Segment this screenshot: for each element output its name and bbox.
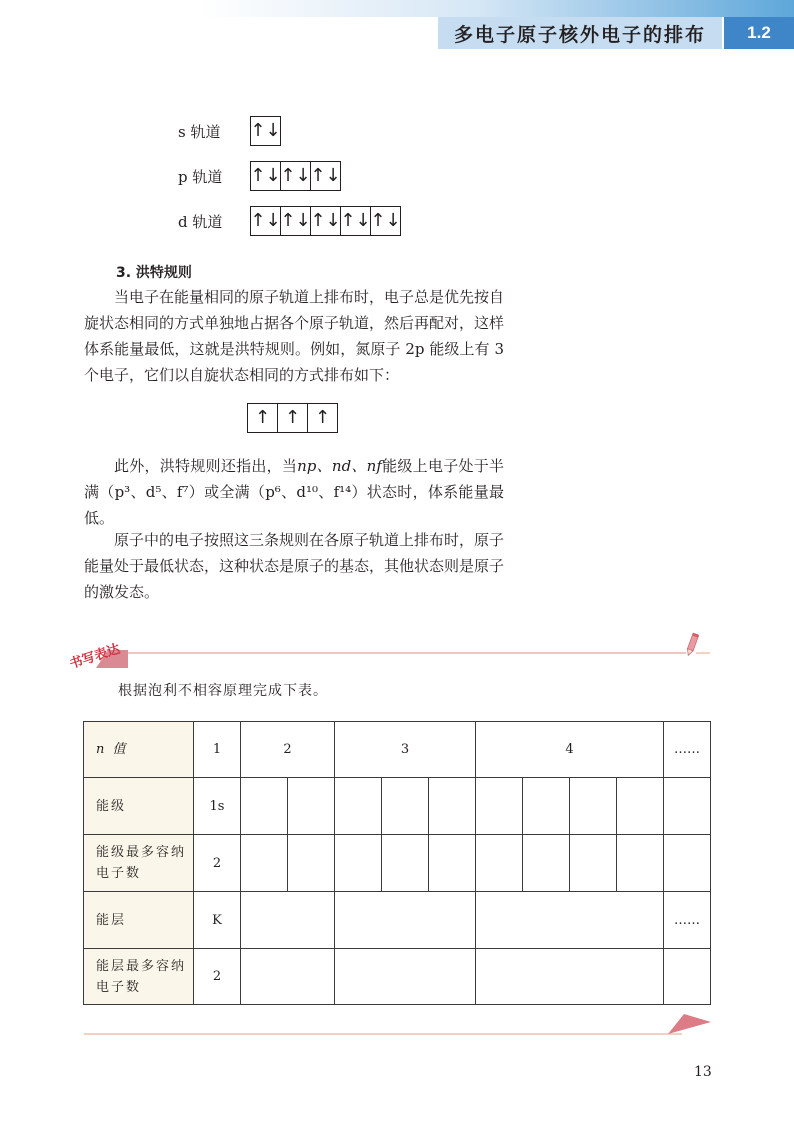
cell: …… (664, 892, 711, 949)
orbital-boxes (250, 116, 281, 146)
paragraph-text: 原子中的电子按照这三条规则在各原子轨道上排布时，原子能量处于最低状态，这种状态是原子的基态，其他状态则是原子的激发态。 (84, 531, 505, 601)
blank-cell[interactable] (288, 835, 335, 892)
row-label (84, 722, 194, 778)
section-heading: 3. 洪特规则 (116, 265, 192, 281)
table-row (84, 892, 711, 949)
sublevel-list: np、nd、nf (297, 457, 382, 475)
blank-cell[interactable] (476, 949, 664, 1005)
orbital-boxes (250, 161, 341, 191)
writing-tag-text: 书写表达 (67, 641, 122, 668)
row-label: 能层最多容纳电子数 (84, 949, 194, 1005)
blank-cell[interactable] (382, 835, 429, 892)
blank-cell[interactable] (523, 778, 570, 835)
table-row (84, 835, 711, 892)
blank-cell[interactable] (664, 778, 711, 835)
table-instruction: 根据泡利不相容原理完成下表。 (118, 683, 328, 699)
blank-cell[interactable] (570, 835, 617, 892)
s-orbital-row (178, 116, 281, 146)
table-row (84, 778, 711, 835)
pencil-icon (684, 632, 700, 662)
row-label: 能层 (84, 892, 194, 949)
blank-cell[interactable] (523, 835, 570, 892)
writing-expression-tag (66, 634, 136, 668)
cell: 4 (476, 722, 664, 778)
blank-cell[interactable] (335, 949, 476, 1005)
section-number: 1.2 (724, 17, 794, 49)
cell: 2 (194, 949, 241, 1005)
paragraph-ground-state (84, 527, 504, 605)
orbital-box-paired: ↑↓ (251, 162, 281, 190)
cell: K (194, 892, 241, 949)
orbital-box-paired: ↑↓ (250, 120, 281, 141)
orbital-label: d 轨道 (178, 212, 223, 231)
table-row (84, 949, 711, 1005)
paragraph-text: 此外，洪特规则还指出，当 (114, 457, 298, 475)
orbital-box-paired: ↑↓ (370, 210, 401, 231)
blank-cell[interactable] (570, 778, 617, 835)
orbital-label: p 轨道 (178, 167, 223, 186)
cell: …… (664, 722, 711, 778)
row-label: 能级最多容纳电子数 (84, 835, 194, 892)
blank-cell[interactable] (335, 835, 382, 892)
orbital-box-paired: ↑↓ (251, 207, 281, 235)
blank-cell[interactable] (429, 835, 476, 892)
orbital-box-up: ↑ (314, 407, 331, 428)
bottom-divider-line (84, 1033, 682, 1035)
blank-cell[interactable] (664, 835, 711, 892)
blank-cell[interactable] (288, 778, 335, 835)
blank-cell[interactable] (617, 778, 664, 835)
cell: 1 (194, 722, 241, 778)
blank-cell[interactable] (241, 892, 335, 949)
pauli-table (83, 721, 711, 1005)
orbital-box-paired: ↑↓ (311, 207, 341, 235)
blank-cell[interactable] (664, 949, 711, 1005)
orbital-box-paired: ↑↓ (341, 207, 371, 235)
paragraph-half-full (84, 453, 504, 531)
orbital-box-paired: ↑↓ (281, 162, 311, 190)
orbital-box-paired: ↑↓ (281, 207, 311, 235)
d-orbital-row (178, 206, 401, 236)
blank-cell[interactable] (617, 835, 664, 892)
cell: 1s (194, 778, 241, 835)
blank-cell[interactable] (382, 778, 429, 835)
cell: 2 (241, 722, 335, 778)
nitrogen-2p-diagram (247, 403, 338, 433)
paragraph-text: 能级上电子处于半满（p³、d⁵、f⁷）或全满（p⁶、d¹⁰、f¹⁴）状态时，体系能量最低。 (84, 457, 504, 527)
cell: 3 (335, 722, 476, 778)
cell: 2 (194, 835, 241, 892)
blank-cell[interactable] (476, 892, 664, 949)
blank-cell[interactable] (335, 778, 382, 835)
table-row (84, 722, 711, 778)
chapter-title: 多电子原子核外电子的排布 (438, 17, 722, 49)
divider-line (128, 652, 686, 654)
paragraph-hund-rule (84, 284, 504, 388)
orbital-boxes (250, 206, 401, 236)
header-gradient-bar (0, 0, 794, 17)
blank-cell[interactable] (429, 778, 476, 835)
orbital-label: s 轨道 (178, 122, 221, 141)
row-label: 能级 (84, 778, 194, 835)
orbital-box-up: ↑ (248, 404, 278, 432)
paragraph-text: 当电子在能量相同的原子轨道上排布时，电子总是优先按自旋状态相同的方式单独地占据各个原子轨道，然后再配对，这样体系能量最低，这就是洪特规则。例如，氮原子 2p 能级上有 3 个电子，它们以自旋状态相同的方式排布如下： (84, 288, 505, 384)
blank-cell[interactable] (476, 835, 523, 892)
blank-cell[interactable] (241, 949, 335, 1005)
page-number: 13 (694, 1064, 712, 1080)
blank-cell[interactable] (476, 778, 523, 835)
orbital-box-paired: ↑↓ (310, 165, 341, 186)
blank-cell[interactable] (241, 835, 288, 892)
arrow-decoration-icon (668, 1012, 712, 1040)
orbital-box-up: ↑ (278, 404, 308, 432)
orbital-boxes (247, 403, 338, 433)
blank-cell[interactable] (241, 778, 288, 835)
blank-cell[interactable] (335, 892, 476, 949)
row-label-text: n 值 (96, 742, 128, 757)
p-orbital-row (178, 161, 341, 191)
